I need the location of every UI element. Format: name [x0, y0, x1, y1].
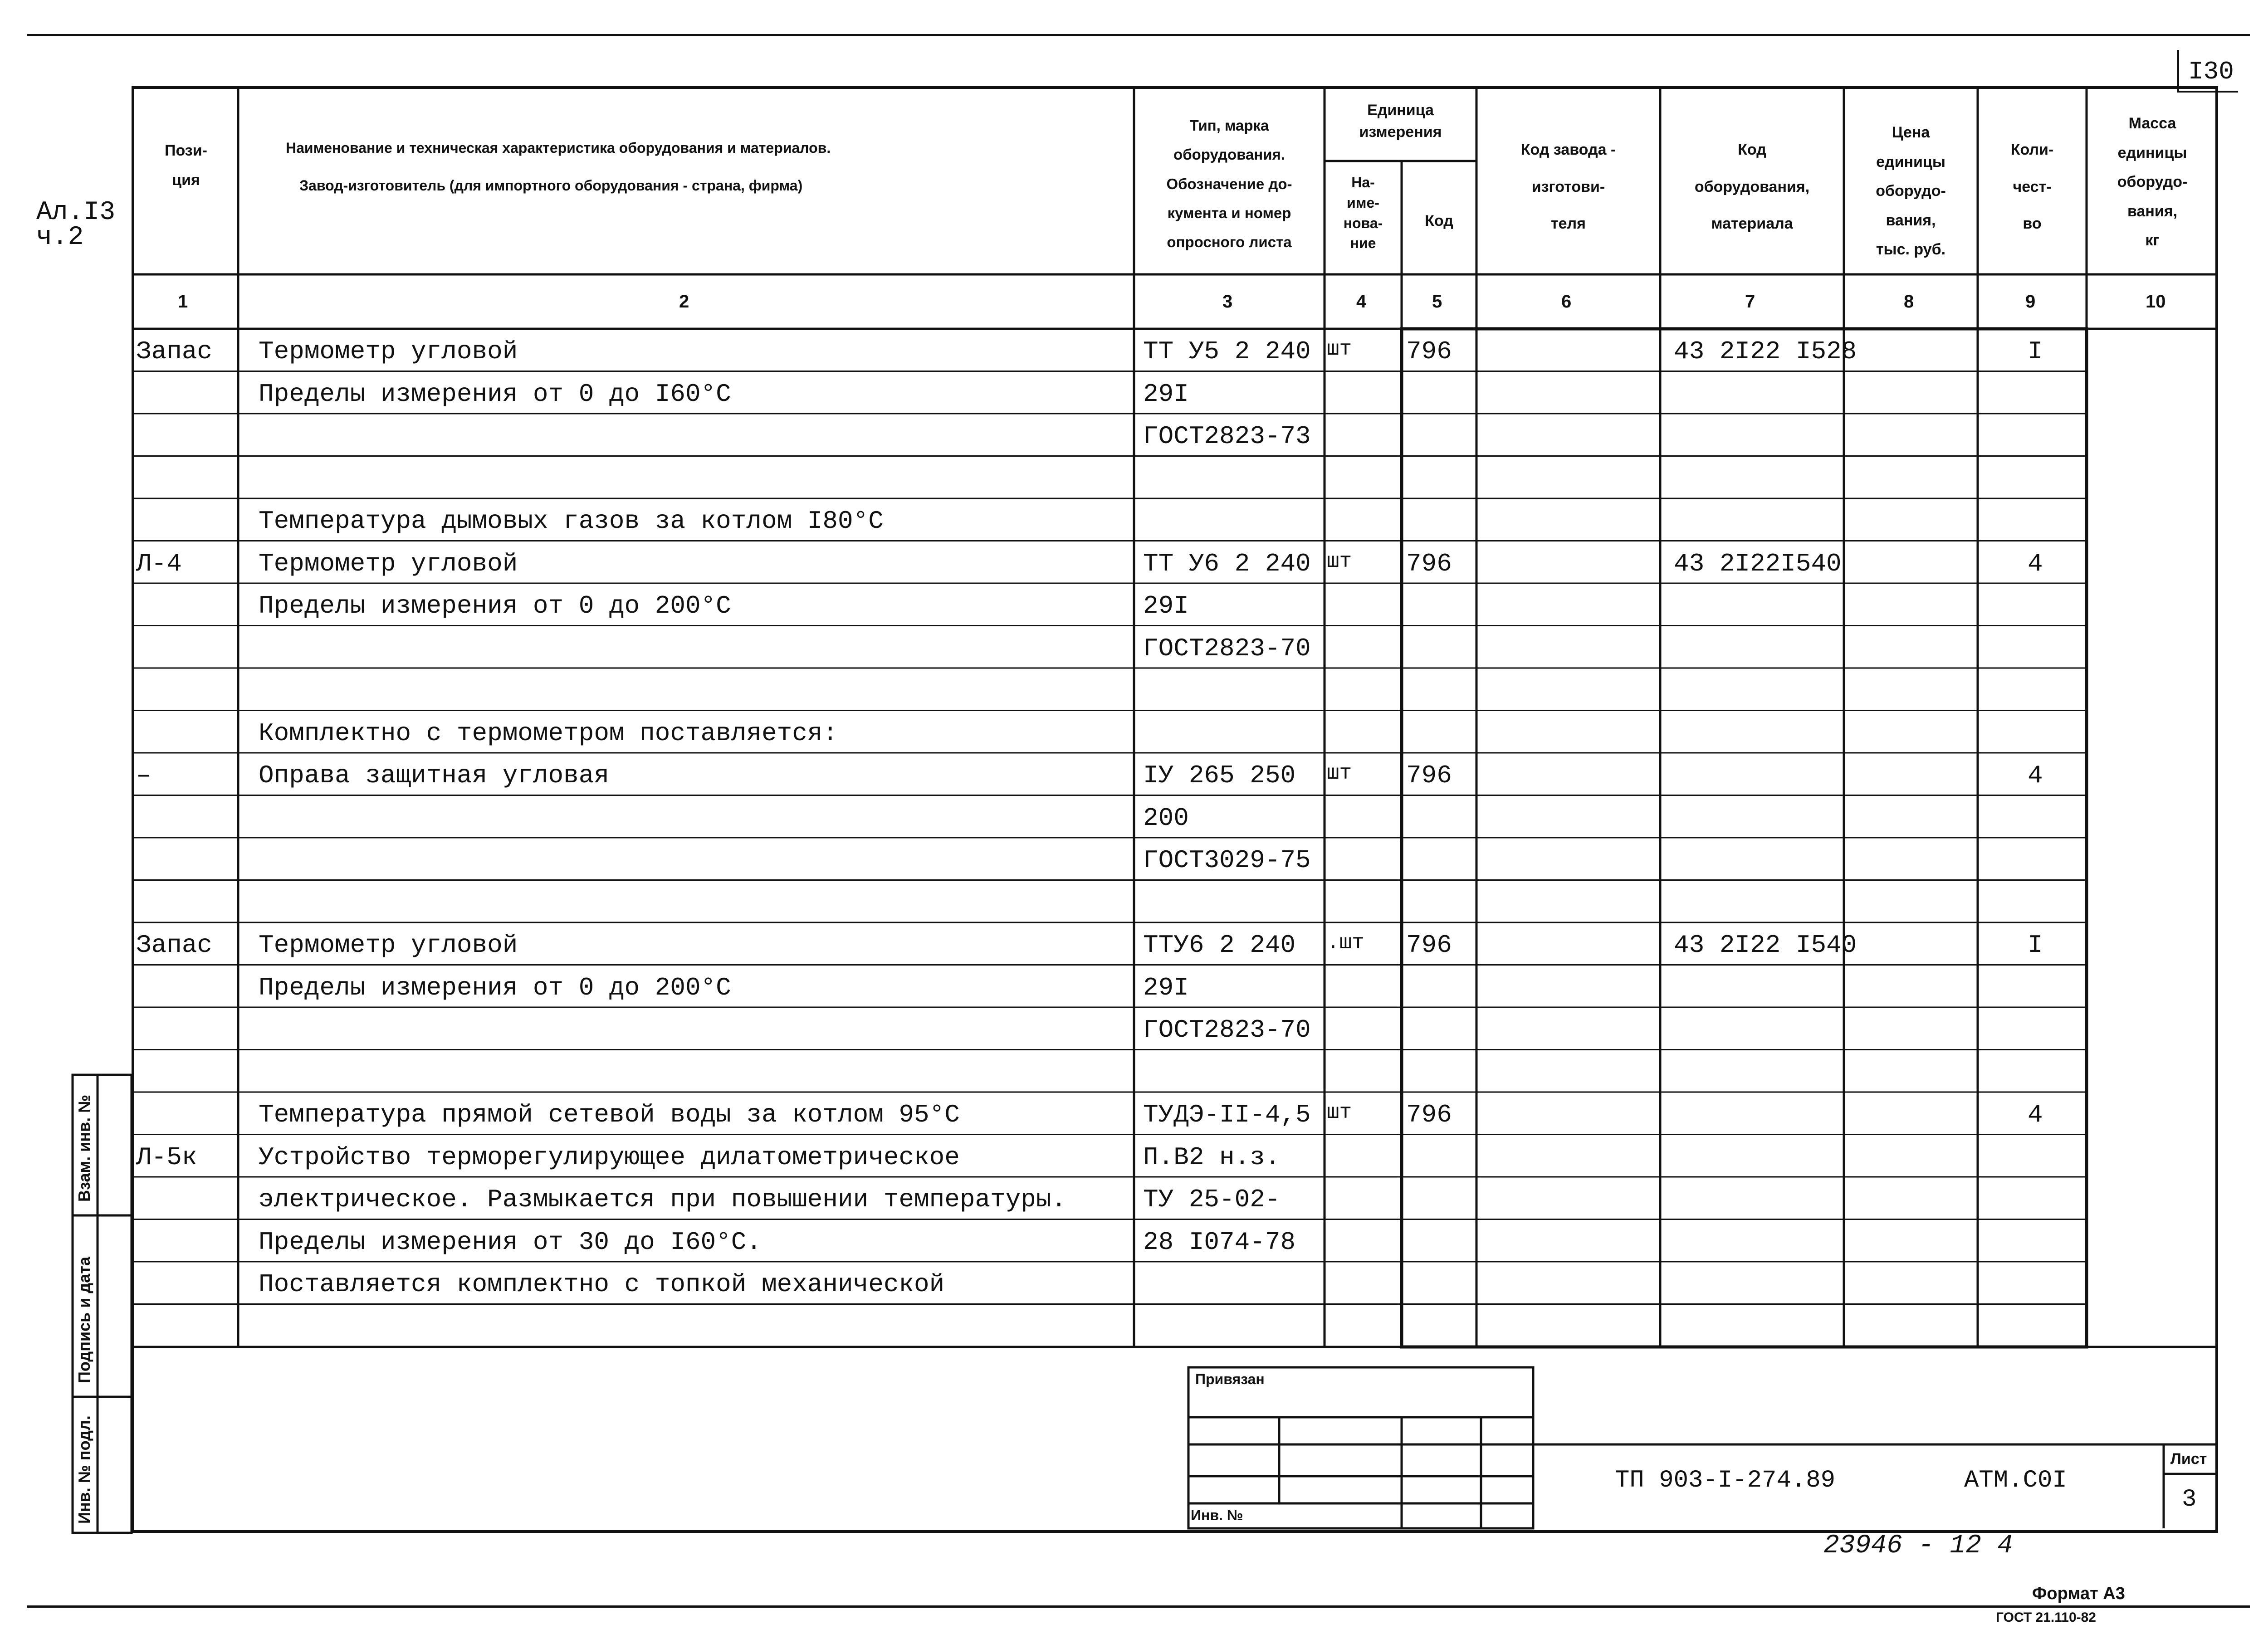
header-col1: Пози- ция: [165, 142, 207, 189]
column-number: 1: [178, 292, 188, 312]
row-unit: шт: [1327, 549, 1352, 573]
row-name: Оправа защитная угловая: [259, 761, 609, 790]
row-type: 28 I074-78: [1143, 1227, 1296, 1257]
row-unit: .шт: [1327, 931, 1364, 955]
header-col5: Код: [1425, 212, 1453, 229]
header-col4: На- име- нова- ние: [1343, 174, 1383, 252]
side-label-line2: ч.2: [36, 223, 84, 252]
row-unit: шт: [1327, 1101, 1352, 1124]
side-label-line1: Ал.I3: [36, 198, 116, 227]
row-type: ТУ 25-02-: [1143, 1185, 1281, 1214]
row-position: –: [136, 761, 152, 790]
header-col9: Коли- чест- во: [2010, 141, 2054, 233]
row-unit-code: 796: [1406, 931, 1452, 960]
row-type: ТУДЭ-II-4,5: [1143, 1100, 1311, 1129]
row-quantity: 4: [2028, 761, 2043, 790]
row-unit-code: 796: [1406, 337, 1452, 366]
row-unit-code: 796: [1406, 761, 1452, 790]
header-col7: Код оборудования, материала: [1694, 141, 1810, 233]
row-position: Запас: [136, 931, 213, 960]
row-name: Поставляется комплектно с топкой механической: [259, 1270, 945, 1299]
header-unit: Единица измерения: [1359, 102, 1442, 141]
margin-inv-podl: Инв. № подл.: [75, 1415, 93, 1524]
header-col2: Наименование и техническая характеристика оборудования и материалов. Завод-изготовитель (для импортного оборудования - страна, фирма): [286, 140, 831, 194]
row-type: ТТ У6 2 240: [1143, 549, 1311, 578]
column-number: 10: [2146, 292, 2166, 312]
header-col6: Код завода - изготови- теля: [1520, 141, 1616, 233]
row-position: Л-4: [136, 549, 182, 578]
row-position: Запас: [136, 337, 213, 366]
column-number: 5: [1432, 292, 1442, 312]
column-number: 9: [2025, 292, 2036, 312]
stamp-inv-no: Инв. №: [1191, 1507, 1243, 1523]
row-name: Пределы измерения от 0 до 200°С: [259, 973, 731, 1002]
row-unit: шт: [1327, 337, 1352, 361]
stamp-sheet-number: 3: [2182, 1486, 2197, 1513]
row-type: ГОСТ2823-73: [1143, 422, 1311, 451]
row-quantity: I: [2028, 931, 2043, 960]
page-number: I30: [2188, 57, 2234, 86]
row-type: ГОСТ3029-75: [1143, 846, 1311, 875]
row-equipment-code: 43 2I22 I540: [1674, 931, 1857, 960]
row-unit: шт: [1327, 761, 1352, 785]
row-name: Пределы измерения от 0 до I60°С: [259, 379, 731, 409]
stamp-doc-code: ТП 903-I-274.89: [1615, 1467, 1836, 1494]
row-type: IУ 265 250: [1143, 761, 1296, 790]
row-equipment-code: 43 2I22 I528: [1674, 337, 1857, 366]
row-type: ГОСТ2823-70: [1143, 1015, 1311, 1044]
row-equipment-code: 43 2I22I540: [1674, 549, 1842, 578]
stamp-sheet-code: АТМ.С0I: [1964, 1467, 2067, 1494]
row-type: П.В2 н.з.: [1143, 1142, 1281, 1172]
row-name: Устройство терморегулирующее дилатометрическое: [259, 1142, 960, 1172]
column-number: 8: [1904, 292, 1914, 312]
margin-podpis-data: Подпись и дата: [75, 1257, 93, 1383]
header-col10: Масса единицы оборудо- вания, кг: [2117, 115, 2188, 249]
column-number: 6: [1561, 292, 1572, 312]
row-type: ТТ У5 2 240: [1143, 337, 1311, 366]
row-name: Температура прямой сетевой воды за котлом 95°С: [259, 1100, 960, 1129]
column-number: 7: [1745, 292, 1755, 312]
row-name: Термометр угловой: [259, 337, 518, 366]
handwritten-number: 23946 - 12 4: [1823, 1531, 2013, 1561]
row-name: Термометр угловой: [259, 931, 518, 960]
row-name: Пределы измерения от 30 до I60°С.: [259, 1227, 762, 1257]
row-quantity: I: [2028, 337, 2043, 366]
row-unit-code: 796: [1406, 1100, 1452, 1129]
row-unit-code: 796: [1406, 549, 1452, 578]
gost-footer: ГОСТ 21.110-82: [1996, 1610, 2096, 1625]
row-name: Температура дымовых газов за котлом I80°С: [259, 507, 884, 536]
column-number: 4: [1356, 292, 1367, 312]
row-type: 29I: [1143, 591, 1189, 620]
row-name: Пределы измерения от 0 до 200°С: [259, 591, 731, 620]
stamp-privyazan: Привязан: [1195, 1371, 1265, 1387]
row-name: электрическое. Размыкается при повышении температуры.: [259, 1185, 1067, 1214]
row-type: 200: [1143, 803, 1189, 833]
column-number: 2: [679, 292, 689, 312]
row-type: 29I: [1143, 379, 1189, 409]
row-quantity: 4: [2028, 549, 2043, 578]
row-type: 29I: [1143, 973, 1189, 1002]
row-type: ТТУ6 2 240: [1143, 931, 1296, 960]
row-name: Термометр угловой: [259, 549, 518, 578]
header-col8: Цена единицы оборудо- вания, тыс. руб.: [1876, 124, 1946, 259]
margin-vzam-inv: Взам. инв. №: [75, 1094, 93, 1202]
header-col3: Тип, марка оборудования. Обозначение до- кумента и номер опросного листа: [1166, 117, 1292, 251]
stamp-sheet-label: Лист: [2170, 1450, 2207, 1468]
row-quantity: 4: [2028, 1100, 2043, 1129]
format-label: Формат А3: [2032, 1584, 2125, 1603]
row-type: ГОСТ2823-70: [1143, 634, 1311, 663]
row-position: Л-5к: [136, 1142, 197, 1172]
column-number: 3: [1222, 292, 1233, 312]
row-name: Комплектно с термометром поставляется:: [259, 718, 838, 748]
